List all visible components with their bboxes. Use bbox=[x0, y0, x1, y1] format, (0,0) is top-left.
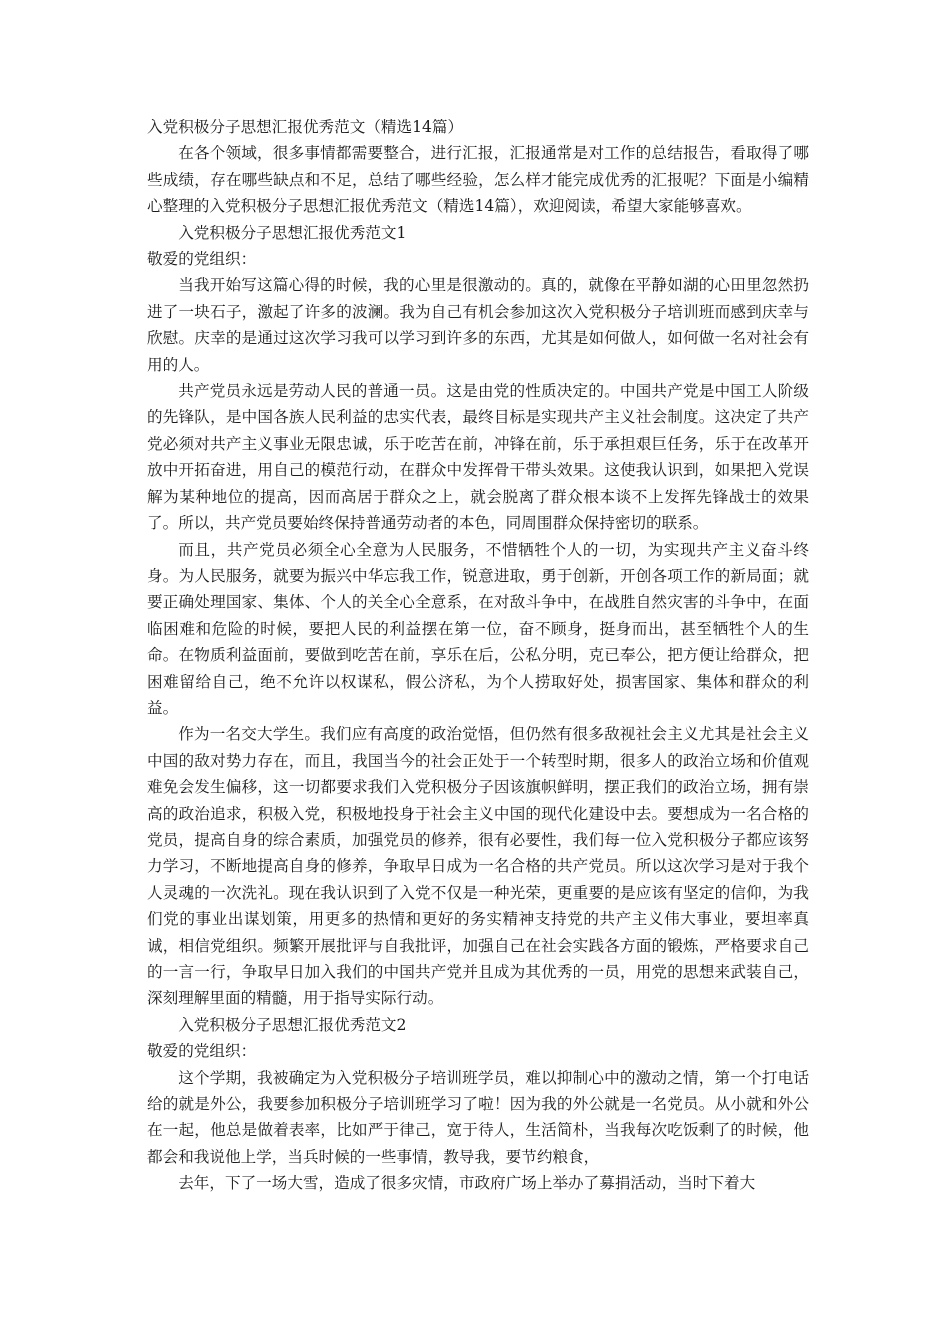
section-2-paragraph: 这个学期，我被确定为入党积极分子培训班学员，难以抑制心中的激动之情，第一个打电话给的就是外公，我要参加积极分子培训班学习了啦！因为我的外公就是一名党员。从小就和外公在一起，他总是做着表率，比如严于律己，宽于待人，生活简朴，当我每次吃饭剩了的时候，他都会和我说他上学，当兵时候的一些事情，教导我，要节约粮食， bbox=[147, 1068, 809, 1166]
document-page bbox=[147, 114, 809, 1197]
section-2-heading: 入党积极分子思想汇报优秀范文2 bbox=[178, 1015, 407, 1034]
document-title: 入党积极分子思想汇报优秀范文（精选14篇） bbox=[147, 118, 464, 136]
section-2-salutation: 敬爱的党组织： bbox=[147, 1042, 257, 1061]
section-2-paragraph: 去年，下了一场大雪，造成了很多灾情，市政府广场上举办了募捐活动，当时下着大 bbox=[178, 1174, 756, 1193]
section-1-paragraph: 而且，共产党员必须全心全意为人民服务，不惜牺牲个人的一切，为实现共产主义奋斗终身。为人民服务，就要为振兴中华忘我工作，锐意进取，勇于创新，开创各项工作的新局面；就要正确处理国家、集体、个人的关全心全意系，在对敌斗争中，在战胜自然灾害的斗争中，在面临困难和危险的时候，要把人民的利益摆在第一位，奋不顾身，挺身而出，甚至牺牲个人的生命。在物质利益面前，要做到吃苦在前，享乐在后，公私分明，克已奉公，把方便让给群众，把困难留给自己，绝不允许以权谋私，假公济私，为个人捞取好处，损害国家、集体和群众的利益。 bbox=[147, 540, 809, 717]
intro-paragraph: 在各个领域，很多事情都需要整合，进行汇报，汇报通常是对工作的总结报告，看取得了哪些成绩，存在哪些缺点和不足，总结了哪些经验，怎么样才能完成优秀的汇报呢？下面是小编精心整理的入党积极分子思想汇报优秀范文（精选14篇），欢迎阅读，希望大家能够喜欢。 bbox=[147, 144, 809, 216]
section-1-salutation: 敬爱的党组织： bbox=[147, 250, 257, 269]
section-1-paragraph: 当我开始写这篇心得的时候，我的心里是很激动的。真的，就像在平静如湖的心田里忽然扔进了一块石子，激起了许多的波澜。我为自己有机会参加这次入党积极分子培训班而感到庆幸与欣慰。庆幸的是通过这次学习我可以学习到许多的东西，尤其是如何做人，如何做一名对社会有用的人。 bbox=[147, 276, 809, 374]
section-1-paragraph: 作为一名交大学生。我们应有高度的政治觉悟，但仍然有很多敌视社会主义尤其是社会主义中国的敌对势力存在，而且，我国当今的社会正处于一个转型时期，很多人的政治立场和价值观难免会发生偏移，这一切都要求我们入党积极分子因该旗帜鲜明，摆正我们的政治立场，拥有崇高的政治追求，积极入党，积极地投身于社会主义中国的现代化建设中去。要想成为一名合格的党员，提高自身的综合素质，加强党员的修养，很有必要性，我们每一位入党积极分子都应该努力学习，不断地提高自身的修养，争取早日成为一名合格的共产党员。所以这次学习是对于我个人灵魂的一次洗礼。现在我认识到了入党不仅是一种光荣，更重要的是应该有坚定的信仰，为我们党的事业出谋划策，用更多的热情和更好的务实精神支持党的共产主义伟大事业，要坦率真诚，相信党组织。频繁开展批评与自我批评，加强自己在社会实践各方面的锻炼，严格要求自己的一言一行，争取早日加入我们的中国共产党并且成为其优秀的一员，用党的思想来武装自己，深刻理解里面的精髓，用于指导实际行动。 bbox=[147, 725, 809, 1008]
section-1-heading: 入党积极分子思想汇报优秀范文1 bbox=[178, 223, 407, 242]
section-1-paragraph: 共产党员永远是劳动人民的普通一员。这是由党的性质决定的。中国共产党是中国工人阶级的先锋队，是中国各族人民利益的忠实代表，最终目标是实现共产主义社会制度。这决定了共产党必须对共产主义事业无限忠诚，乐于吃苦在前，冲锋在前，乐于承担艰巨任务，乐于在改革开放中开拓奋进，用自己的模范行动，在群众中发挥骨干带头效果。这使我认识到，如果把入党误解为某种地位的提高，因而高居于群众之上，就会脱离了群众根本谈不上发挥先锋战士的效果了。所以，共产党员要始终保持普通劳动者的本色，同周围群众保持密切的联系。 bbox=[147, 382, 809, 533]
